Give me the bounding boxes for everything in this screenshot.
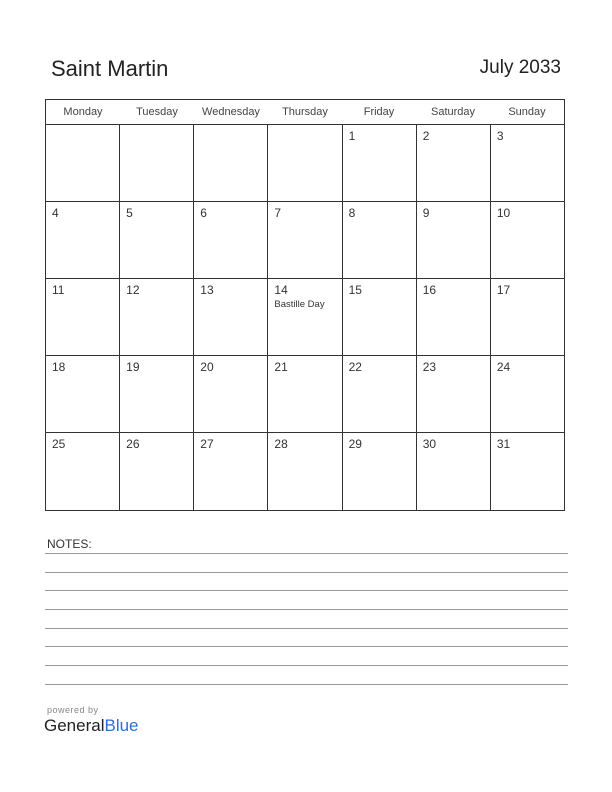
day-cell[interactable] — [343, 125, 417, 201]
day-cell[interactable] — [194, 279, 268, 355]
day-number: 8 — [348, 206, 356, 220]
notes-label: NOTES: — [47, 537, 92, 551]
day-number: 5 — [126, 206, 133, 220]
notes-line — [45, 609, 568, 610]
day-cell[interactable] — [120, 356, 194, 432]
day-number: 30 — [422, 437, 437, 451]
generalblue-logo — [44, 705, 139, 736]
day-cell[interactable] — [194, 356, 268, 432]
day-cell[interactable] — [268, 433, 342, 511]
day-cell[interactable] — [46, 433, 120, 511]
day-cell[interactable] — [120, 279, 194, 355]
day-number: 4 — [52, 206, 59, 220]
day-cell[interactable] — [343, 279, 417, 355]
day-cell[interactable] — [491, 279, 564, 355]
day-number: 17 — [496, 283, 511, 297]
day-number: 12 — [126, 283, 140, 297]
weekday-thursday: Thursday — [282, 106, 328, 118]
notes-line — [45, 646, 568, 647]
weekday-saturday: Saturday — [430, 106, 476, 118]
day-cell[interactable] — [46, 279, 120, 355]
day-cell[interactable] — [268, 202, 342, 278]
month-year: July 2033 — [479, 57, 561, 78]
powered-by-text: powered by — [47, 705, 99, 715]
day-cell[interactable] — [268, 125, 342, 201]
day-cell[interactable] — [491, 433, 564, 511]
week-row — [46, 202, 564, 279]
day-number: 10 — [496, 206, 511, 220]
day-number: 21 — [274, 360, 288, 374]
notes-line — [45, 628, 568, 629]
weekday-header — [46, 100, 564, 125]
day-number: 29 — [348, 437, 362, 451]
day-number: 15 — [348, 283, 362, 297]
day-number: 18 — [52, 360, 66, 374]
day-number: 27 — [200, 437, 214, 451]
day-cell[interactable] — [46, 202, 120, 278]
day-number: 16 — [422, 283, 437, 297]
weekday-sunday: Sunday — [508, 106, 546, 118]
day-cell[interactable] — [417, 125, 491, 201]
day-number: 26 — [126, 437, 140, 451]
day-number: 23 — [422, 360, 437, 374]
day-cell[interactable] — [194, 202, 268, 278]
notes-line — [45, 684, 568, 685]
day-number: 31 — [496, 437, 511, 451]
day-cell[interactable] — [120, 433, 194, 511]
day-cell[interactable] — [343, 433, 417, 511]
day-number: 1 — [348, 129, 356, 143]
brand-name — [44, 716, 139, 736]
week-row — [46, 356, 564, 433]
day-number: 11 — [52, 283, 65, 297]
week-row — [46, 125, 564, 202]
day-number: 24 — [496, 360, 511, 374]
holiday-label: Bastille Day — [274, 299, 325, 310]
day-cell[interactable] — [46, 356, 120, 432]
notes-line — [45, 590, 568, 591]
day-cell[interactable] — [417, 279, 491, 355]
day-number: 9 — [422, 206, 430, 220]
day-cell[interactable] — [417, 202, 491, 278]
page-title: Saint Martin — [51, 56, 169, 81]
calendar-grid — [45, 99, 565, 511]
notes-line — [45, 572, 568, 573]
day-number: 22 — [348, 360, 362, 374]
day-number: 3 — [496, 129, 504, 143]
notes-line — [45, 665, 568, 666]
day-cell[interactable] — [417, 356, 491, 432]
day-cell[interactable] — [194, 125, 268, 201]
weekday-tuesday: Tuesday — [136, 106, 178, 118]
day-number: 6 — [200, 206, 207, 220]
day-number: 7 — [274, 206, 282, 220]
day-cell[interactable] — [46, 125, 120, 201]
day-cell[interactable] — [343, 356, 417, 432]
day-cell[interactable] — [120, 125, 194, 201]
notes-line — [45, 553, 568, 554]
brand-blue: Blue — [104, 716, 139, 735]
day-cell[interactable] — [268, 279, 342, 355]
day-number: 20 — [200, 360, 214, 374]
day-number: 28 — [274, 437, 288, 451]
brand-general: General — [44, 716, 105, 735]
day-cell[interactable] — [194, 433, 268, 511]
day-cell[interactable] — [491, 356, 564, 432]
day-cell[interactable] — [120, 202, 194, 278]
day-number: 13 — [200, 283, 214, 297]
day-cell[interactable] — [417, 433, 491, 511]
weekday-monday: Monday — [63, 106, 103, 118]
day-cell[interactable] — [491, 125, 564, 201]
day-number: 2 — [422, 129, 430, 143]
day-cell[interactable] — [268, 356, 342, 432]
day-number: 25 — [52, 437, 66, 451]
day-cell[interactable] — [343, 202, 417, 278]
day-number: 19 — [126, 360, 140, 374]
weekday-friday: Friday — [363, 106, 395, 118]
week-row — [46, 279, 564, 356]
week-row — [46, 433, 564, 511]
weekday-wednesday: Wednesday — [202, 106, 260, 118]
day-number: 14 — [274, 283, 288, 297]
day-cell[interactable] — [491, 202, 564, 278]
